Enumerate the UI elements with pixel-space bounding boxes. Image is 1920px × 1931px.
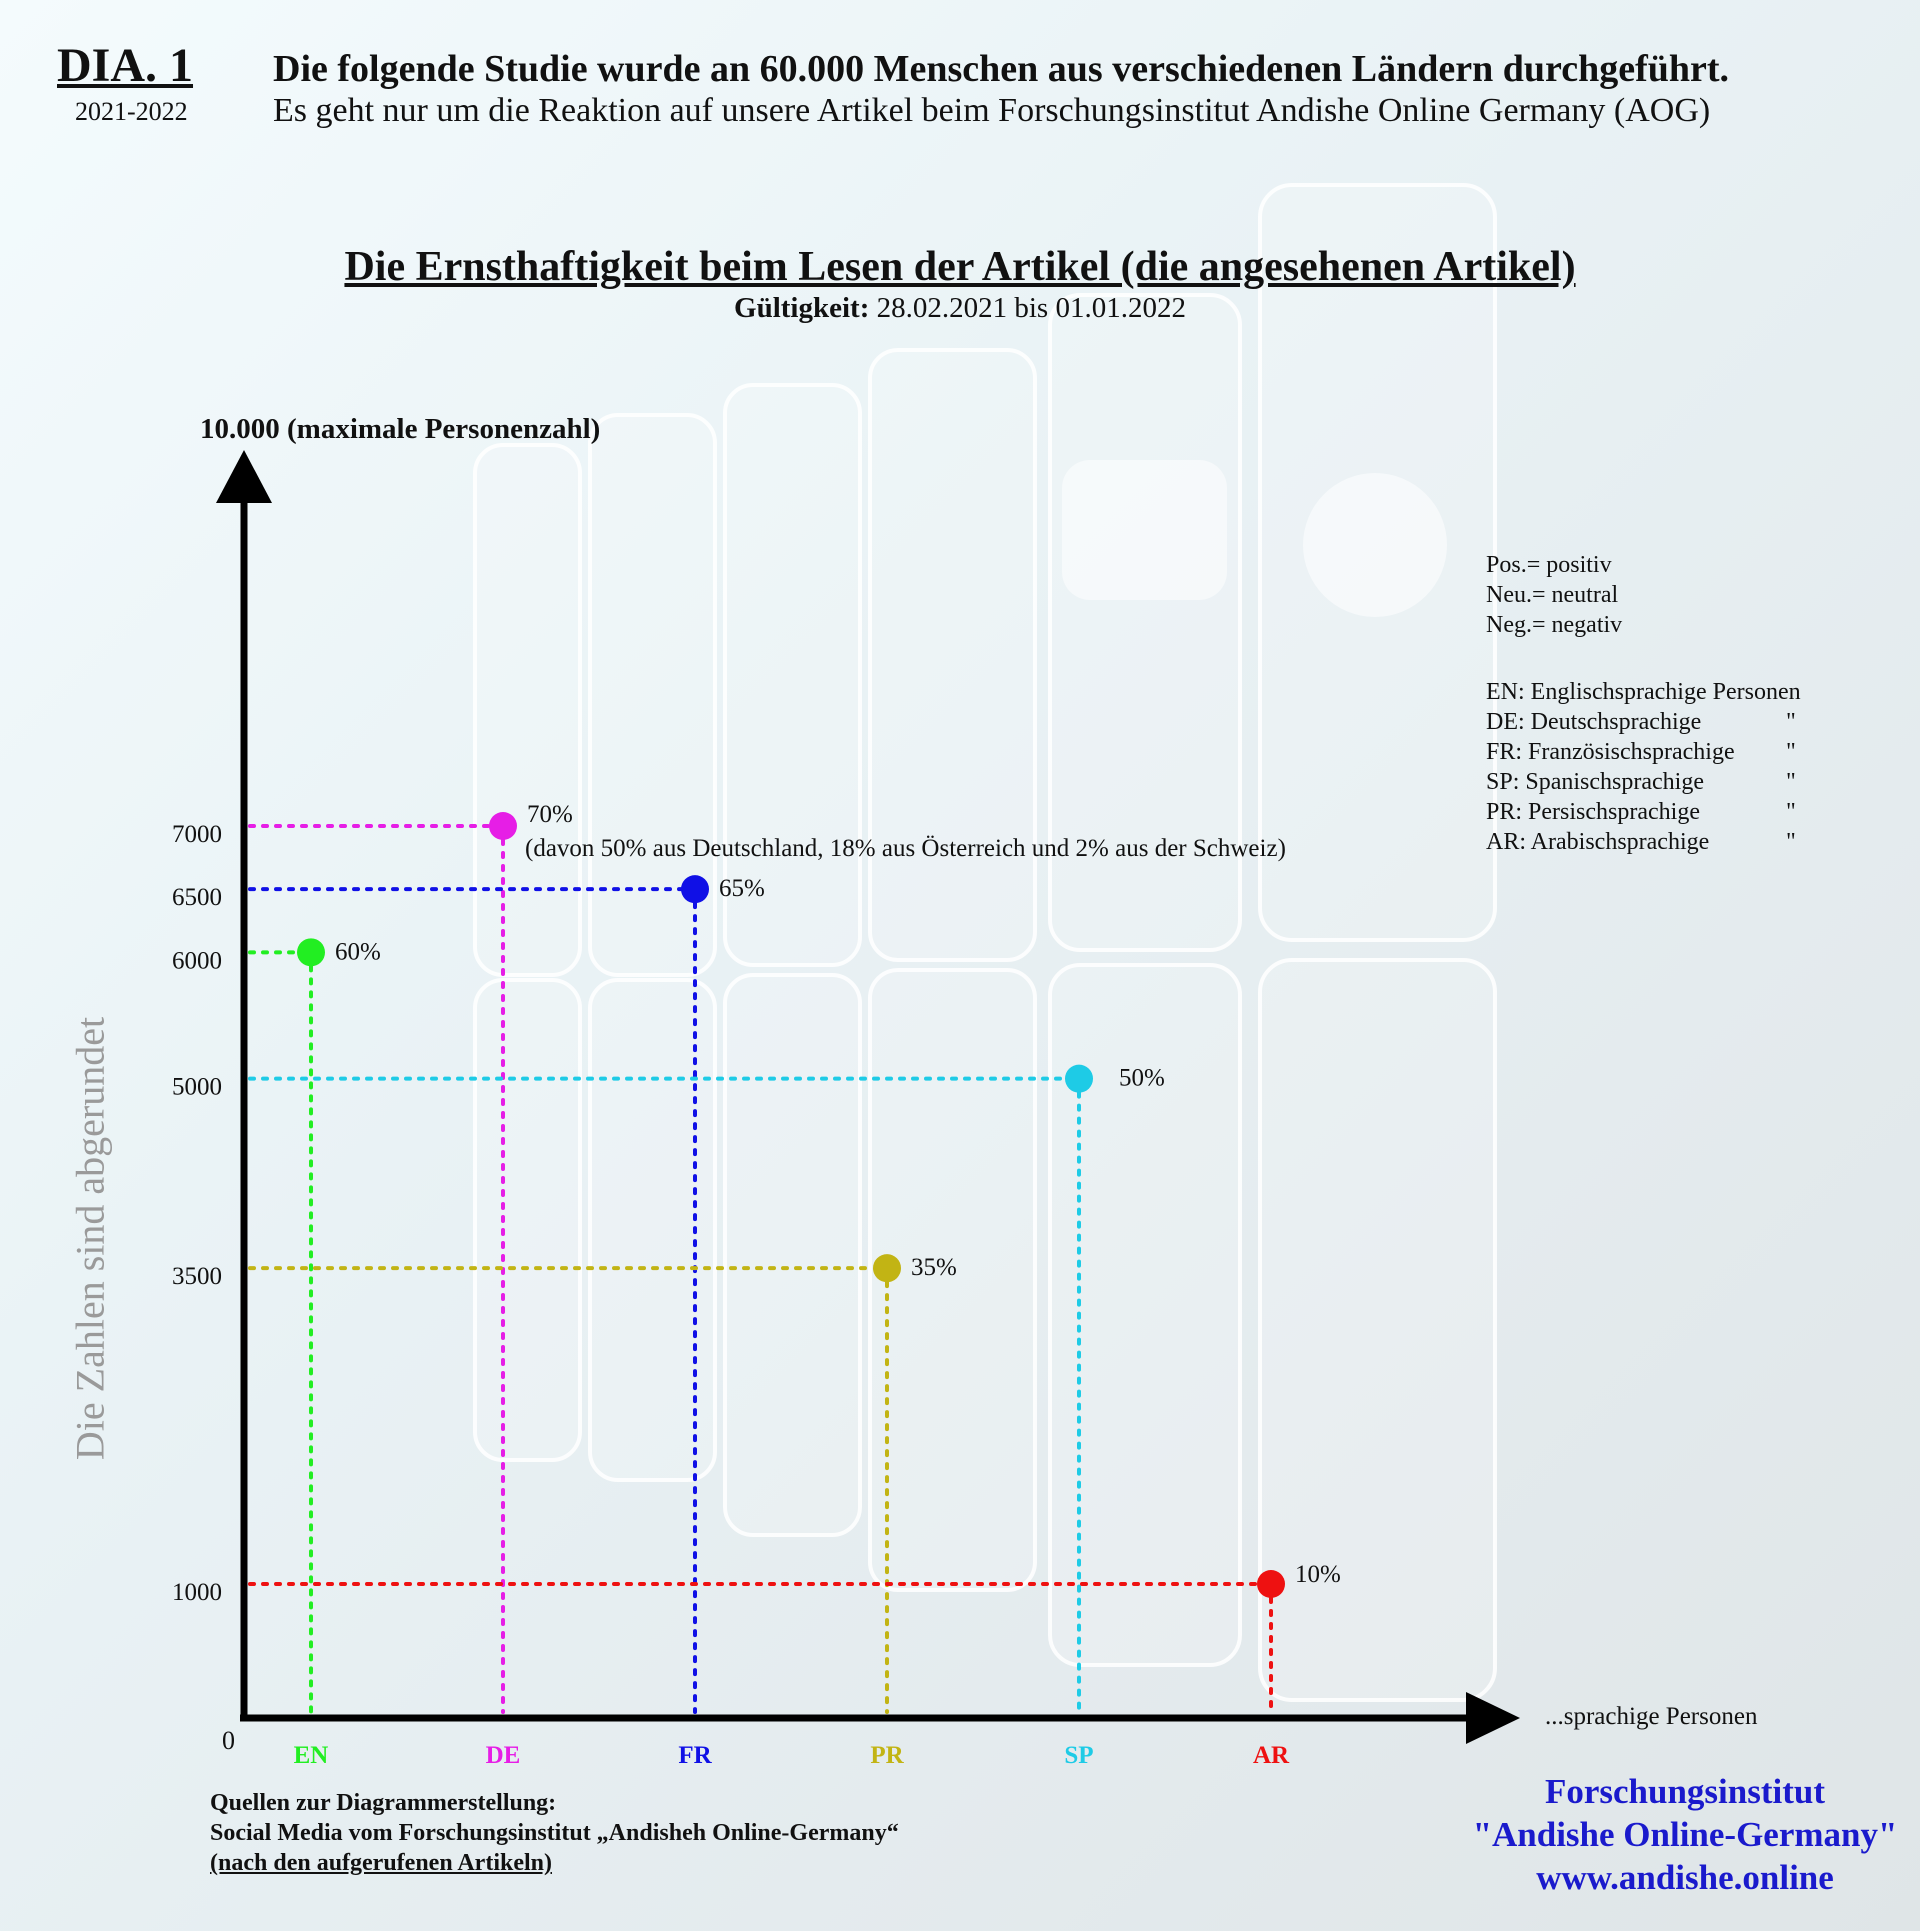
legend-ditto: " [1786, 829, 1796, 855]
data-label-sp: 50% [1119, 1064, 1165, 1092]
legend-abbrev-pos: Pos.= positiv [1486, 552, 1612, 578]
brand-website-link[interactable]: www.andishe.online [1536, 1858, 1834, 1897]
legend-lang-text: DE: Deutschsprachige [1486, 709, 1702, 735]
legend-abbrev-neu: Neu.= neutral [1486, 582, 1619, 608]
data-label-en: 60% [335, 938, 381, 966]
study-description: Die folgende Studie wurde an 60.000 Menschen aus verschiedenen Ländern durchgeführt. [273, 48, 1730, 90]
y-tick-label-6500: 6500 [172, 884, 222, 912]
x-tick-label-en: EN [293, 1742, 329, 1769]
y-max-label: 10.000 (maximale Personenzahl) [200, 413, 601, 445]
validity-period [0, 292, 1920, 325]
legend-ditto: " [1786, 739, 1796, 765]
legend-lang-fr [1486, 737, 1801, 767]
camera-icon [1062, 460, 1227, 600]
legend-lang-de [1486, 707, 1801, 737]
y-tick-label-6000: 6000 [172, 947, 222, 975]
brand-line-1: Forschungsinstitut [1544, 1772, 1826, 1811]
data-point-en [297, 938, 325, 966]
y-axis-arrow [216, 450, 272, 503]
brand-block [1450, 1770, 1920, 1899]
data-label-fr: 65% [719, 875, 765, 903]
y-tick-label-3500: 3500 [172, 1263, 222, 1291]
y-tick-label-7000: 7000 [172, 821, 222, 848]
dia-years: 2021-2022 [75, 97, 188, 126]
data-point-fr [681, 875, 709, 903]
data-label-pr: 35% [911, 1254, 957, 1282]
legend-lang-text: AR: Arabischsprachige [1486, 829, 1710, 855]
data-label-ar: 10% [1295, 1561, 1341, 1588]
data-point-pr [873, 1254, 901, 1282]
y-tick-label-1000: 1000 [172, 1579, 222, 1606]
data-point-ar [1257, 1570, 1285, 1598]
chart-title: Die Ernsthaftigkeit beim Lesen der Artikel (die angesehenen Artikel) [344, 244, 1576, 290]
brand-name: "Andishe Online-Germany" [1472, 1815, 1898, 1854]
x-axis-title: ...sprachige Personen [1545, 1703, 1758, 1730]
x-axis-arrow [1466, 1692, 1520, 1744]
legend-abbrev-neg: Neg.= negativ [1486, 612, 1623, 638]
x-tick-label-fr: FR [678, 1742, 712, 1769]
legend-lang-text: EN: Englischsprachige Personen [1486, 679, 1801, 705]
info-icon [1303, 473, 1447, 617]
x-tick-label-sp: SP [1064, 1742, 1094, 1769]
legend [1486, 550, 1801, 857]
legend-lang-pr [1486, 797, 1801, 827]
y-axis-title: Die Zahlen sind abgerundet [67, 1016, 113, 1461]
data-point-sp [1065, 1065, 1093, 1093]
sources-heading: Quellen zur Diagrammerstellung: [210, 1790, 557, 1816]
study-subdescription: Es geht nur um die Reaktion auf unsere Artikel beim Forschungsinstitut Andishe Online Germany (AOG) [273, 92, 1711, 129]
de-annotation: (davon 50% aus Deutschland, 18% aus Österreich und 2% aus der Schweiz) [525, 835, 1286, 862]
origin-label: 0 [222, 1726, 235, 1755]
dia-title: DIA. 1 [57, 39, 194, 92]
data-label-de: 70% [527, 801, 573, 828]
sources-text: Social Media vom Forschungsinstitut „Andisheh Online-Germany“ [210, 1820, 899, 1846]
legend-lang-en [1486, 677, 1801, 707]
legend-ditto: " [1786, 799, 1796, 825]
legend-lang-sp [1486, 767, 1801, 797]
background-icon-tiles [475, 185, 1495, 1700]
y-tick-label-5000: 5000 [172, 1073, 222, 1101]
validity-dates: 28.02.2021 bis 01.01.2022 [869, 292, 1186, 324]
legend-lang-text: PR: Persischsprachige [1486, 799, 1700, 825]
legend-lang-text: FR: Französischsprachige [1486, 739, 1735, 765]
legend-ditto: " [1786, 769, 1796, 795]
legend-lang-ar [1486, 827, 1801, 857]
sources-note: (nach den aufgerufenen Artikeln) [210, 1850, 552, 1876]
x-tick-label-pr: PR [870, 1742, 904, 1769]
legend-lang-text: SP: Spanischsprachige [1486, 769, 1704, 795]
x-tick-label-de: DE [485, 1742, 521, 1769]
x-tick-label-ar: AR [1252, 1742, 1290, 1769]
sources [210, 1788, 899, 1878]
legend-ditto: " [1786, 709, 1796, 735]
validity-label: Gültigkeit: [734, 292, 870, 324]
data-point-de [489, 812, 517, 840]
